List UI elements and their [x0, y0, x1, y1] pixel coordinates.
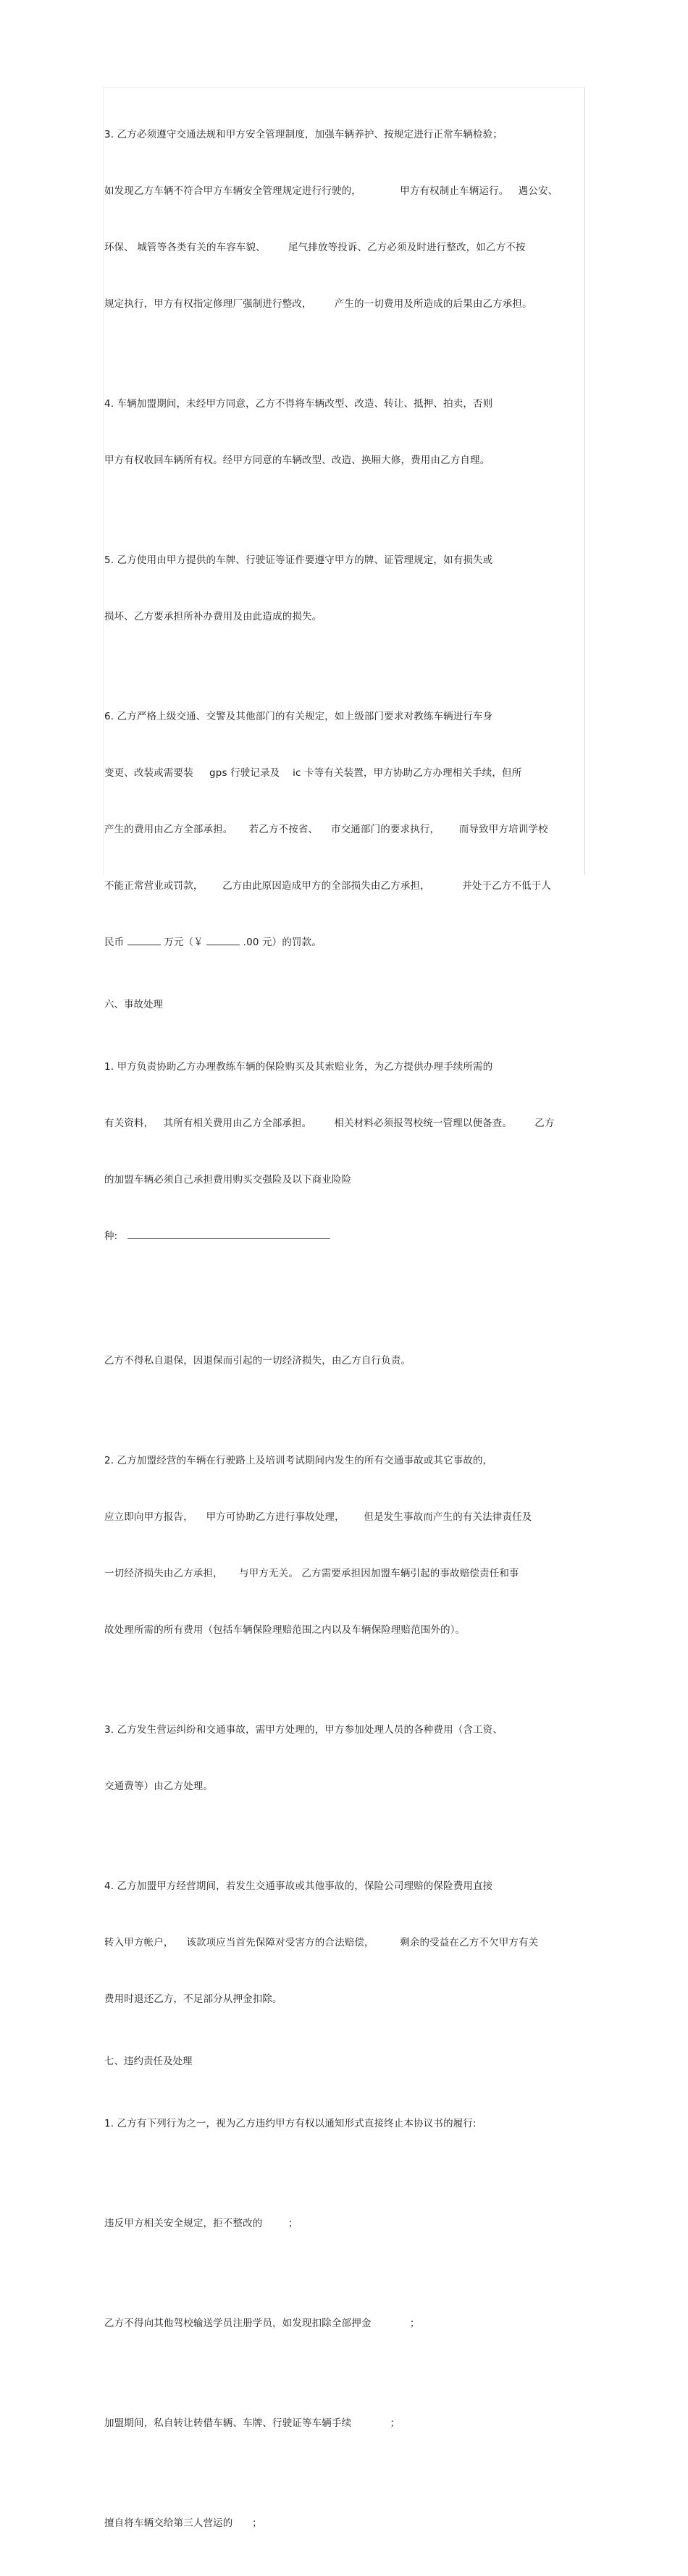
- violation-item: [104, 2476, 585, 2570]
- section-heading-7: 七、违约责任及处理: [104, 2056, 193, 2067]
- clause-5-3: [104, 88, 585, 351]
- text-line: 的加盟车辆必须自己承担费用购买交强险及以下商业险险: [104, 1174, 352, 1186]
- clause-6-1: [104, 1020, 585, 1283]
- text-fragment: .00 元）的罚款。: [240, 937, 322, 948]
- text-line: 甲方有权收回车辆所有权。经甲方同意的车辆改型、改造、换厢大修，费用由乙方自理。: [104, 455, 490, 466]
- text-line: 变更、改装或需要装 gps 行驶记录及 ic 卡等有关装置，甲方协助乙方办理相关手续，但所: [104, 767, 522, 779]
- clause-6-2: [104, 1414, 585, 1677]
- text-line: 环保、 城管等各类有关的车容车貌、 尾气排放等投诉、乙方必须及时进行整改，如乙方不按: [104, 242, 526, 253]
- text-line: 3. 乙方发生营运纠纷和交通事故，需甲方处理的，甲方参加处理人员的各种费用（含工资、: [104, 1724, 503, 1736]
- text-fragment: 种:: [104, 1230, 118, 1242]
- clause-5-6: [104, 670, 585, 989]
- document-body: [104, 88, 585, 2576]
- text-line: 3. 乙方必须遵守交通法规和甲方安全管理制度，加强车辆养护、按规定进行正常车辆检验；: [104, 129, 503, 140]
- text-fragment: 万元（￥: [160, 937, 207, 948]
- text-line: 转入甲方帐户， 该款项应当首先保障对受害方的合法赔偿， 剩余的受益在乙方不欠甲方有关: [104, 1937, 539, 1948]
- text-line: 一切经济损失由乙方承担， 与甲方无关。 乙方需要承担因加盟车辆引起的事故赔偿责任和事: [104, 1568, 519, 1579]
- text-line: 不能正常营业或罚款， 乙方由此原因造成甲方的全部损失由乙方承担， 并处于乙方不低于人: [104, 880, 552, 892]
- insurance-kind-blank[interactable]: [127, 1230, 330, 1239]
- clause-6-4: [104, 1839, 585, 2046]
- section-heading-6: 六、事故处理: [104, 999, 163, 1010]
- text-line: 擅自将车辆交给第三人营运的 ；: [104, 2517, 262, 2529]
- clause-5-4: [104, 357, 585, 507]
- text-line: 5. 乙方使用由甲方提供的车牌、行驶证等证件要遵守甲方的牌、证管理规定，如有损失或: [104, 554, 493, 566]
- text-line: 违反甲方相关安全规定，拒不整改的 ；: [104, 2218, 298, 2229]
- text-line: 1. 乙方有下列行为之一，视为乙方违约甲方有权以通知形式直接终止本协议书的履行:: [104, 2118, 477, 2129]
- text-line: 1. 甲方负责协助乙方办理教练车辆的保险购买及其索赔业务，为乙方提供办理手续所需的: [104, 1061, 493, 1073]
- fine-amount-line: [104, 933, 585, 952]
- text-line: 乙方不得私自退保，因退保而引起的一切经济损失，由乙方自行负责。: [104, 1355, 411, 1367]
- text-line: 故处理所需的所有费用（包括车辆保险理赔范围之内以及车辆保险理赔范围外的）。: [104, 1624, 466, 1636]
- text-line: 加盟期间，私自转让转借车辆、车牌、行驶证等车辆手续 ；: [104, 2417, 400, 2429]
- clause-5-5: [104, 513, 585, 664]
- clause-6-1-note: [104, 1314, 585, 1408]
- text-line: 如发现乙方车辆不符合甲方车辆安全管理规定进行行驶的， 甲方有权制止车辆运行。 遇公安、: [104, 185, 558, 197]
- spacer: [104, 1289, 585, 1314]
- text-line: 2. 乙方加盟经营的车辆在行驶路上及培训考试期间内发生的所有交通事故或其它事故的，: [104, 1455, 493, 1466]
- text-line: 有关资料， 其所有相关费用由乙方全部承担。 相关材料必须报驾校统一管理以便备查。 乙方: [104, 1118, 555, 1129]
- text-line: 4. 车辆加盟期间，未经甲方同意，乙方不得将车辆改型、改造、转让、抵押、拍卖，否则: [104, 398, 493, 410]
- text-line: 费用时退还乙方，不足部分从押金扣除。: [104, 1993, 282, 2005]
- clause-7-1: [104, 2077, 585, 2171]
- insurance-kind-line: [104, 1227, 585, 1246]
- text-line: 交通费等）由乙方处理。: [104, 1781, 214, 1792]
- clause-6-3: [104, 1683, 585, 1833]
- violation-item: [104, 2176, 585, 2271]
- text-fragment: 民币: [104, 937, 127, 948]
- text-line: 产生的费用由乙方全部承担。 若乙方不按省、 市交通部门的要求执行， 而导致甲方培训学校: [104, 824, 548, 835]
- text-line: 损坏、乙方要承担所补办费用及由此造成的损失。: [104, 611, 322, 622]
- text-line: 4. 乙方加盟甲方经营期间，若发生交通事故或其他事故的，保险公司理赔的保险费用直接: [104, 1880, 493, 1892]
- fine-yuan-blank[interactable]: [206, 934, 240, 945]
- violation-item: [104, 2376, 585, 2470]
- text-line: 规定执行，甲方有权指定修理厂强制进行整改， 产生的一切费用及所造成的后果由乙方承担。: [104, 298, 532, 310]
- fine-amount-blank[interactable]: [127, 934, 161, 945]
- text-line: 乙方不得向其他驾校输送学员注册学员，如发现扣除全部押金 ；: [104, 2318, 420, 2329]
- text-line: 6. 乙方严格上级交通、交警及其他部门的有关规定，如上级部门要求对教练车辆进行车身: [104, 711, 493, 722]
- text-line: 应立即向甲方报告， 甲方可协助乙方进行事故处理， 但是发生事故而产生的有关法律责任及: [104, 1511, 532, 1523]
- violation-item: [104, 2276, 585, 2370]
